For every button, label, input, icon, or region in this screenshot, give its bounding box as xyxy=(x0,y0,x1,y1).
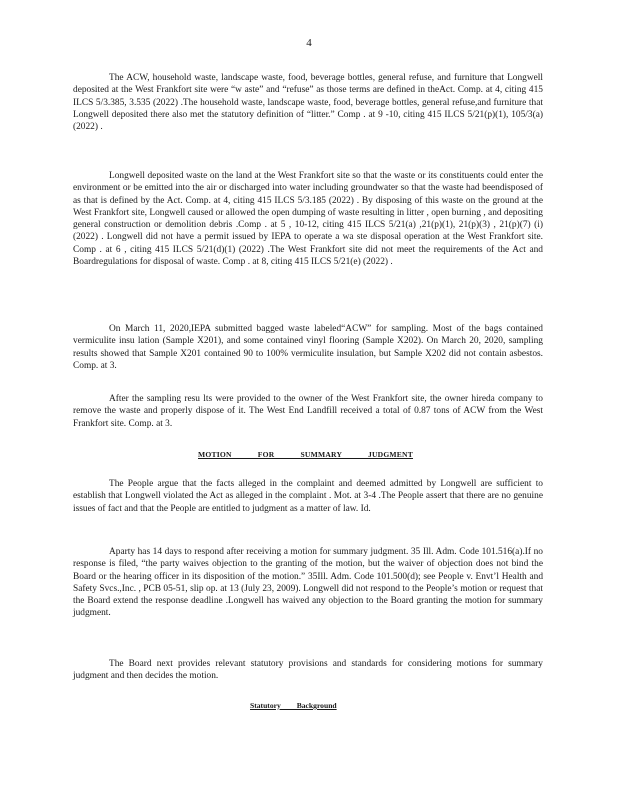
section-heading-motion: MOTION FOR SUMMARY JUDGMENT xyxy=(198,450,414,459)
paragraph-removal: After the sampling resu lts were provided to the owner of the West Frankfort site, the owner hireda company to remove the waste and properly dispose of it. The West End Landfill received a total of 0.87 tons of ACW from the West Frankfort site. Comp. at 3. xyxy=(73,394,543,429)
section-heading-statutory: Statutory Background xyxy=(250,701,337,710)
paragraph-sampling: On March 11, 2020,IEPA submitted bagged waste labeled“ACW” for sampling. Most of the bags contained vermiculite insu lation (Sample X201), and some contained vinyl flooring (Sample X202). On March 20, 2020, sampling results showed that Sample X201 contained 90 to 100% vermiculite insulation, but Sample X202 did not contain asbestos. Comp. at 3. xyxy=(73,324,543,371)
paragraph-waste-definitions: The ACW, household waste, landscape waste, food, beverage bottles, general refuse, and furniture that Longwell deposited at the West Frankfort site were “w aste” and “refuse” as those terms are defined in theAct. Comp. at 4, citing 415 ILCS 5/3.385, 3.535 (2022) .The household waste, landscape waste, food, beverage bottles, general refuse,and furniture that Longwell deposited there also met the statutory definition of “litter.” Comp . at 9 -10, citing 415 ILCS 5/21(p)(1), 105/3(a) (2022) . xyxy=(73,73,543,133)
paragraph-board-next: The Board next provides relevant statutory provisions and standards for considering motions for summary judgment and then decides the motion. xyxy=(73,659,543,682)
paragraph-people-argue: The People argue that the facts alleged in the complaint and deemed admitted by Longwell are sufficient to establish that Longwell violated the Act as alleged in the complaint . Mot. at 3-4 .The People assert that there are no genuine issues of fact and that the People are entitled to judgment as a matter of law. Id. xyxy=(73,479,543,514)
paragraph-response-waiver: Aparty has 14 days to respond after receiving a motion for summary judgment. 35 Ill. Adm. Code 101.516(a).If no response is filed, “the party waives objection to the granting of the motion, but the waiver of objection does not bind the Board or the hearing officer in its disposition of the motion.” 35Ill. Adm. Code 101.500(d); see People v. Envt’l Health and Safety Svcs.,Inc. , PCB 05-51, slip op. at 13 (July 23, 2009). Longwell did not respond to the People’s motion or request that the Board extend the response deadline .Longwell has waived any objection to the Board granting the motion for summary judgment. xyxy=(73,547,543,619)
page-number: 4 xyxy=(306,37,312,49)
paragraph-disposal-violations: Longwell deposited waste on the land at the West Frankfort site so that the waste or its constituents could enter the environment or be emitted into the air or discharged into water including groundwater so that the waste had beendisposed of as that is defined by the Act. Comp. at 4, citing 415 ILCS 5/3.185 (2022) . By disposing of this waste on the ground at the West Frankfort site, Longwell caused or allowed the open dumping of waste resulting in litter , open burning , and depositing general construction or demolition debris .Comp . at 5 , 10-12, citing 415 ILCS 5/21(a) ,21(p)(1), 21(p)(3) , 21(p)(7) (i)(2022) . Longwell did not have a permit issued by IEPA to operate a wa ste disposal operation at the West Frankfort site. Comp . at 6 , citing 415 ILCS 5/21(d)(1) (2022) .The West Frankfort site did not meet the requirements of the Act and Boardregulations for disposal of waste. Comp . at 8, citing 415 ILCS 5/21(e) (2022) . xyxy=(73,171,543,268)
